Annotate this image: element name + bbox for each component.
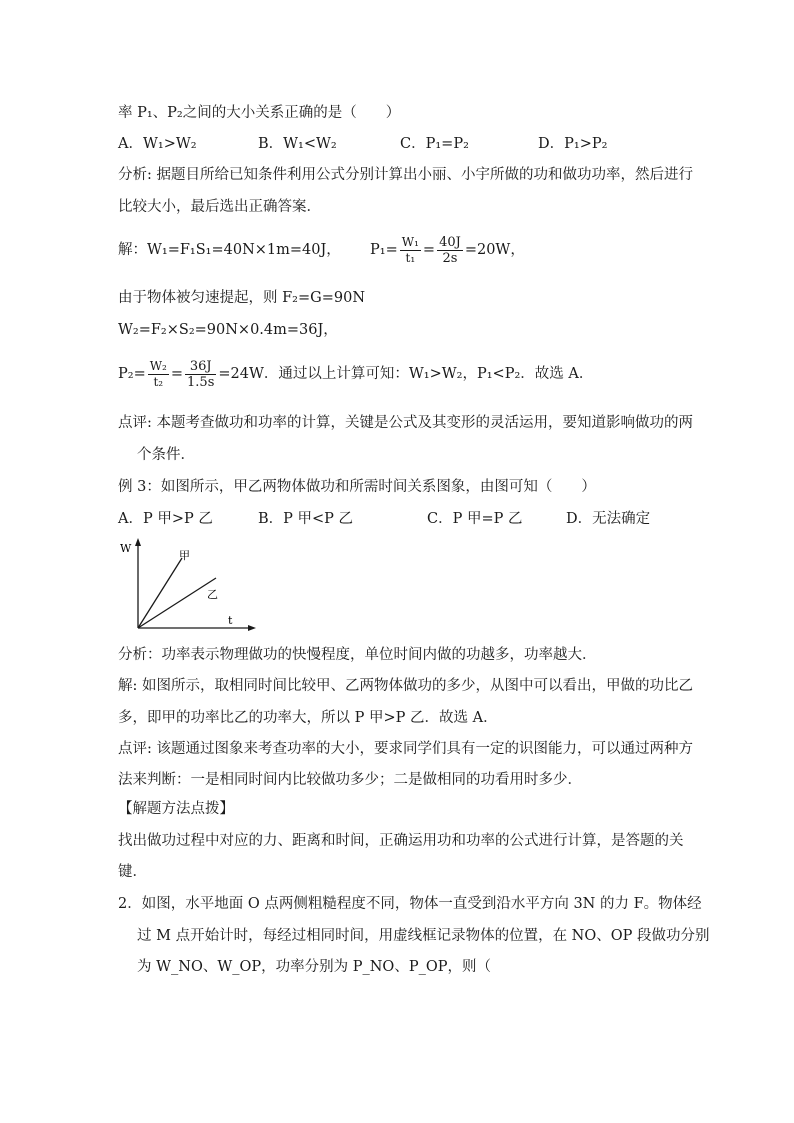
question-2-line-1: 2．如图，水平地面 O 点两侧粗糙程度不同，物体一直受到沿水平方向 3N 的力 F。物体经 (118, 896, 702, 912)
example-3-option-c: C．P 甲=P 乙 (427, 511, 523, 527)
solution-3-line-1: 解: 如图所示，取相同时间比较甲、乙两物体做功的多少，从图中可以看出，甲做的功比乙 (118, 678, 693, 694)
graph-line-jia-label: 甲 (179, 549, 190, 562)
question-2-line-2: 过 M 点开始计时，每经过相同时间，用虚线框记录物体的位置，在 NO、OP 段做功分别 (137, 928, 710, 944)
p2-frac1-denominator: t₂ (153, 374, 164, 389)
example-3-option-b: B．P 甲<P 乙 (258, 511, 354, 527)
comment-1-line-1: 点评: 本题考查做功和功率的计算，关键是公式及其变形的灵活运用，要知道影响做功的两 (118, 415, 693, 431)
comment-3-line-2: 法来判断：一是相同时间内比较做功多少；二是做相同的功看用时多少． (118, 772, 582, 788)
p2-result: =24W．通过以上计算可知：W₁>W₂，P₁<P₂．故选 A． (218, 366, 594, 382)
analysis-3: 分析：功率表示物理做功的快慢程度，单位时间内做的功越多，功率越大． (118, 647, 597, 663)
p1-frac2-denominator: 2s (442, 250, 458, 266)
graph-x-axis-arrow (248, 625, 256, 631)
graph-line-yi (138, 578, 216, 628)
p2-frac2-denominator: 1.5s (187, 374, 215, 390)
option-a: A．W₁>W₂ (118, 136, 197, 152)
method-line-1: 找出做功过程中对应的力、距离和时间，正确运用功和功率的公式进行计算，是答题的关 (118, 833, 684, 849)
solution-1-line-1 (118, 230, 525, 270)
p2-equals: = (170, 366, 184, 382)
p1-label: P₁= (370, 242, 398, 258)
solution-1-line-3: W₂=F₂×S₂=90N×0.4m=36J， (118, 322, 338, 338)
p2-frac1-numerator: W₂ (149, 358, 167, 373)
p1-fraction-numeric (437, 235, 463, 266)
graph-line-jia (138, 558, 182, 628)
p1-frac1-denominator: t₁ (405, 250, 416, 265)
option-b: B．W₁<W₂ (258, 136, 337, 152)
question-2-line-3: 为 W_NO、W_OP，功率分别为 P_NO、P_OP，则（ (137, 959, 491, 975)
option-c: C．P₁=P₂ (400, 136, 469, 152)
comment-1-line-2: 个条件． (137, 447, 195, 463)
w1-expression: 解：W₁=F₁S₁=40N×1m=40J， (118, 242, 341, 258)
work-time-graph (118, 538, 258, 636)
solution-1-line-4 (118, 354, 593, 394)
p1-frac1-numerator: W₁ (401, 234, 419, 249)
graph-x-label: t (228, 614, 233, 627)
comment-3-line-1: 点评: 该题通过图象来考查功率的大小，要求同学们具有一定的识图能力，可以通过两种方 (118, 741, 693, 757)
example-3-option-d: D．无法确定 (566, 511, 651, 527)
example-3-question: 例 3：如图所示，甲乙两物体做功和所需时间关系图象，由图可知（ ） (118, 479, 596, 495)
p2-fraction-numeric (185, 359, 216, 390)
method-heading: 【解题方法点拨】 (118, 801, 234, 817)
analysis-1-line-1: 分析: 据题目所给已知条件利用公式分别计算出小丽、小宇所做的功和做功功率，然后进行 (118, 167, 693, 183)
p2-fraction-symbolic (148, 359, 169, 390)
method-line-2: 键． (118, 864, 147, 880)
p1-result: =20W， (464, 242, 525, 258)
analysis-1-line-2: 比较大小，最后选出正确答案． (118, 199, 321, 215)
p1-fraction-symbolic (400, 235, 421, 266)
p2-frac2-numerator: 36J (185, 359, 216, 375)
graph-y-label: W (120, 542, 132, 555)
p1-equals: = (422, 242, 436, 258)
question-intro: 率 P₁、P₂之间的大小关系正确的是（ ） (118, 105, 401, 121)
solution-1-line-2: 由于物体被匀速提起，则 F₂=G=90N (118, 290, 366, 306)
p2-label: P₂= (118, 366, 146, 382)
option-d: D．P₁>P₂ (538, 136, 608, 152)
example-3-option-a: A．P 甲>P 乙 (118, 511, 213, 527)
p1-frac2-numerator: 40J (439, 234, 461, 250)
solution-3-line-2: 多，即甲的功率比乙的功率大，所以 P 甲>P 乙．故选 A． (118, 710, 498, 726)
graph-y-axis-arrow (135, 538, 141, 546)
graph-line-yi-label: 乙 (207, 588, 218, 601)
